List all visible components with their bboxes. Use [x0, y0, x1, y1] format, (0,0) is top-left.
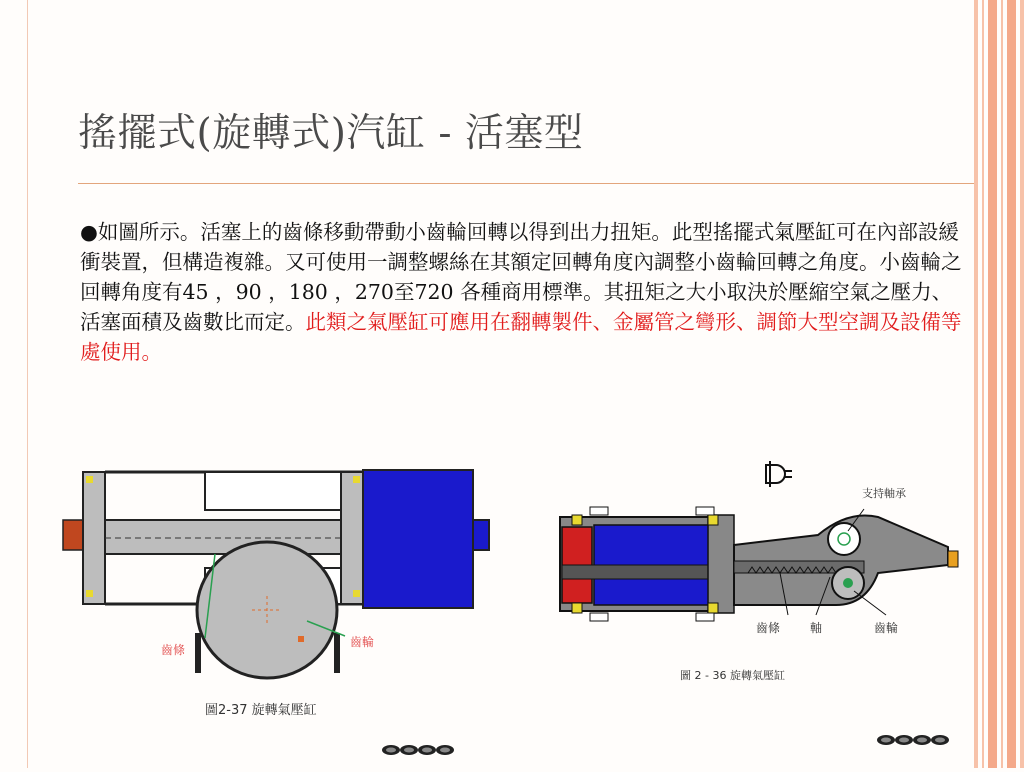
body-paragraph: [80, 217, 970, 367]
label-rack-right: 齒條: [756, 621, 781, 635]
caption-right: 圖 2 - 36 旋轉氣壓缸: [680, 669, 785, 682]
slide-title: 搖擺式(旋轉式)汽缸 - 活塞型: [78, 111, 584, 156]
left-border-line: [27, 0, 28, 768]
caption-left: 圖2-37 旋轉氣壓缸: [205, 703, 317, 718]
figure-rotary-cylinder-left: [45, 458, 515, 768]
bullet-icon: ●: [80, 220, 98, 244]
body-highlight-text: 此類之氣壓缸可應用在翻轉製件、金屬管之彎形、調節大型空調及設備等處使用。: [80, 310, 962, 364]
rotary-cylinder-diagram: [45, 458, 515, 768]
rotary-cylinder-section-diagram: [548, 455, 978, 765]
nav-buttons-icon: [382, 745, 454, 755]
label-rack-left: 齒條: [161, 643, 186, 657]
label-shaft: 軸: [810, 621, 823, 635]
label-bearing: 支持軸承: [862, 487, 906, 500]
body-text: 如圖所示。活塞上的齒條移動帶動小齒輪回轉以得到出力扭矩。此型搖擺式氣壓缸可在內部設緩衝裝置，但構造複雜。又可使用一調整螺絲在其額定回轉角度內調整小齒輪回轉之角度。小齒輪之回轉角度有45 ，90 ，180 ，270至720 各種商用標準。其扭矩之大小取決於壓縮空氣之壓力、活塞面積及齒數比而定。: [80, 220, 962, 334]
cylinder-symbol-icon: [766, 461, 792, 487]
figure-rotary-cylinder-right: [548, 455, 978, 765]
label-gear-right: 齒輪: [874, 621, 899, 635]
title-divider: [78, 183, 974, 184]
nav-buttons-icon-right: [877, 735, 949, 745]
label-gear-left: 齒輪: [350, 635, 375, 649]
decorative-stripes: [974, 0, 1024, 768]
